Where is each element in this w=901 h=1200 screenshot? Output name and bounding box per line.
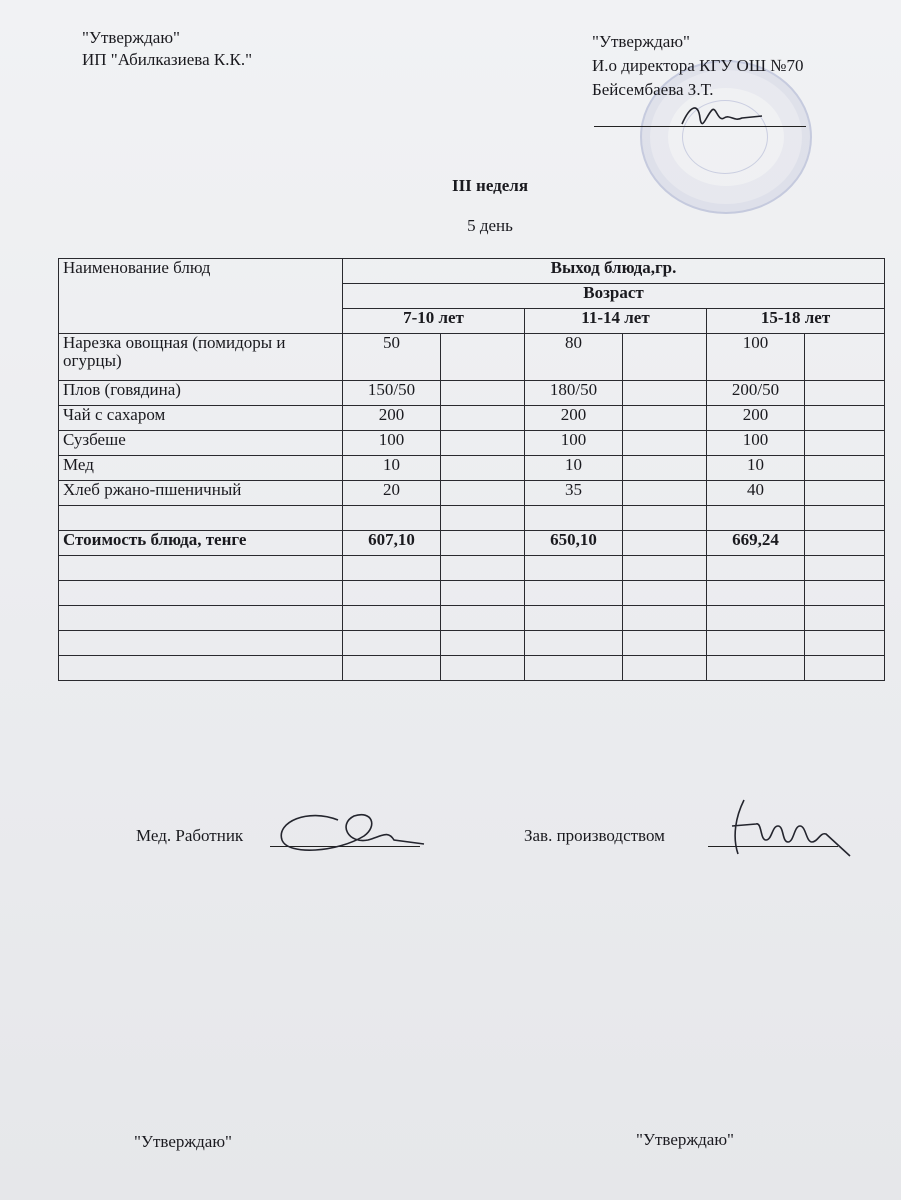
value-cell: 180/50 [525,381,623,406]
dish-name: Чай с сахаром [59,406,343,431]
approval-left-org: ИП "Абилказиева К.К." [82,50,253,69]
empty-row [59,556,885,581]
dish-name: Хлеб ржано-пшеничный [59,481,343,506]
table-row [59,406,885,431]
approval-right-label: "Утверждаю" [592,32,690,51]
dish-name: Нарезка овощная (помидоры и огурцы) [59,334,343,381]
table-row [59,481,885,506]
value-cell: 100 [707,431,805,456]
approval-right-position: И.о директора КГУ ОШ №70 [592,56,804,75]
footer-approval-left: "Утверждаю" [134,1132,232,1151]
approval-right-name: Бейсембаева З.Т. [592,80,714,99]
empty-row [59,506,885,531]
cost-label: Стоимость блюда, тенге [59,531,343,556]
value-cell: 200 [343,406,441,431]
value-cell: 20 [343,481,441,506]
dish-name: Плов (говядина) [59,381,343,406]
med-worker-signature [268,800,428,862]
table-row [59,381,885,406]
output-header: Выход блюда,гр. [343,259,885,284]
value-cell: 200 [525,406,623,431]
day-title: 5 день [467,216,513,235]
value-cell: 40 [707,481,805,506]
table-row [59,456,885,481]
med-worker-label: Мед. Работник [136,826,244,845]
empty-row [59,656,885,681]
value-cell: 200/50 [707,381,805,406]
week-title: III неделя [451,176,529,195]
empty-row [59,581,885,606]
value-cell: 50 [343,334,441,381]
menu-table [58,258,885,681]
value-cell: 100 [525,431,623,456]
value-cell: 150/50 [343,381,441,406]
value-cell: 10 [525,456,623,481]
cost-row [59,531,885,556]
value-cell: 100 [343,431,441,456]
cost-value: 669,24 [707,531,805,556]
col-name-header: Наименование блюд [59,259,343,334]
table-header-row [59,259,885,284]
production-head-signature [716,796,856,860]
value-cell: 200 [707,406,805,431]
value-cell: 100 [707,334,805,381]
empty-row [59,631,885,656]
cost-value: 650,10 [525,531,623,556]
value-cell: 80 [525,334,623,381]
table-row [59,431,885,456]
age-group-3: 15-18 лет [707,309,885,334]
cost-value: 607,10 [343,531,441,556]
footer-approval-right: "Утверждаю" [636,1130,734,1149]
value-cell: 10 [343,456,441,481]
table-row [59,334,885,381]
approval-left-label: "Утверждаю" [82,28,180,47]
empty-row [59,606,885,631]
dish-name: Сузбеше [59,431,343,456]
value-cell: 10 [707,456,805,481]
production-head-label: Зав. производством [524,826,665,845]
director-signature [676,96,766,136]
age-group-2: 11-14 лет [525,309,707,334]
age-header: Возраст [343,284,885,309]
age-group-1: 7-10 лет [343,309,525,334]
value-cell: 35 [525,481,623,506]
dish-name: Мед [59,456,343,481]
